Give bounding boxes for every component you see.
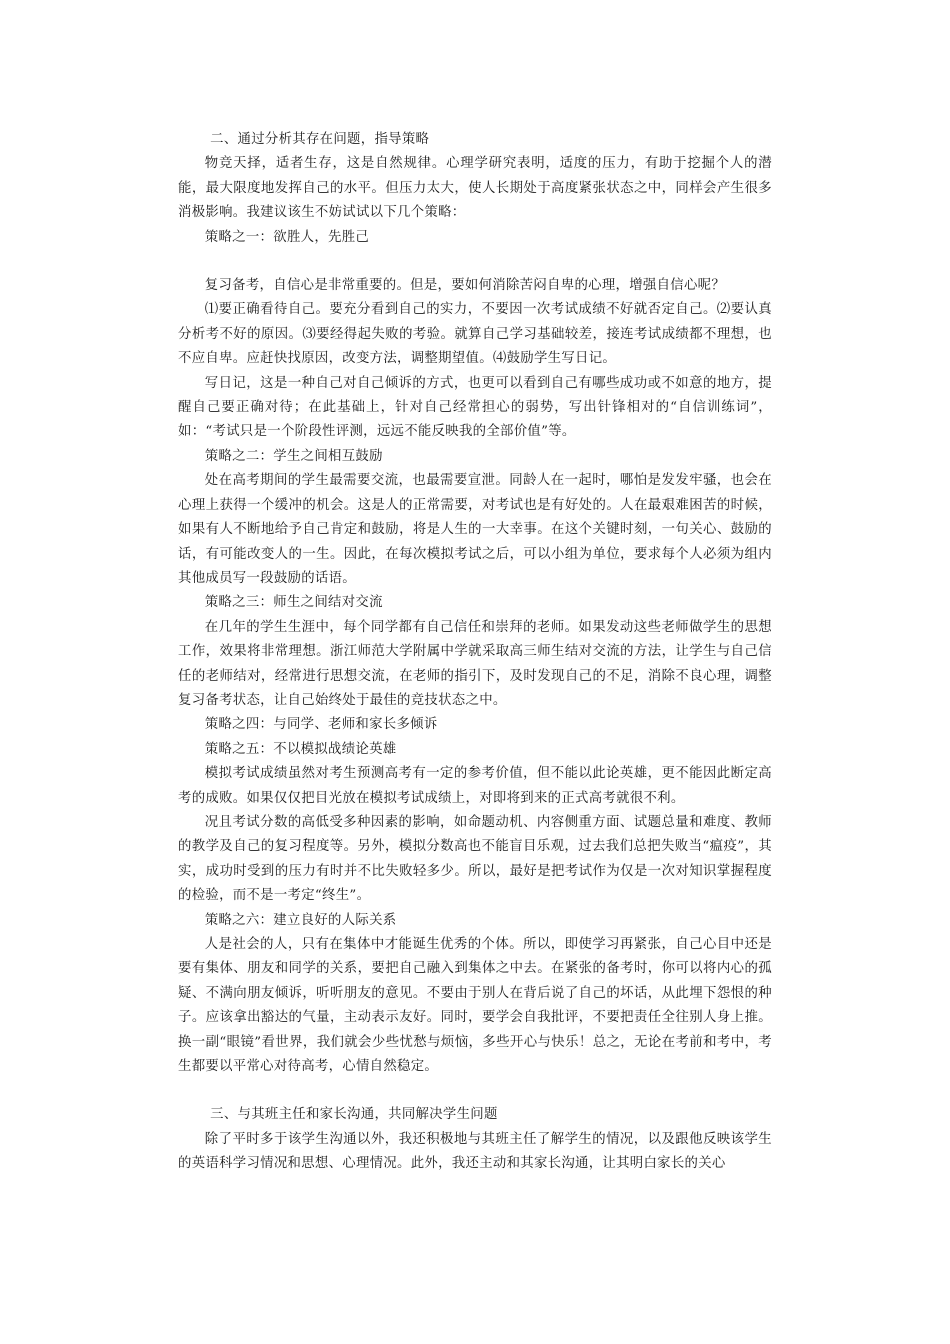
paragraph: 模拟考试成绩虽然对考生预测高考有一定的参考价值，但不能以此论英雄，更不能因此断定高考的成败。如果仅仅把目光放在模拟考试成绩上，对即将到来的正式高考就很不利。 [178, 766, 772, 806]
paragraph: 复习备考，自信心是非常重要的。但是，要如何消除苦闷自卑的心理，增强自信心呢？ [204, 278, 726, 294]
blank-line [178, 250, 772, 274]
strategy-title-3: 策略之三：师生之间结对交流 [204, 595, 383, 611]
section-heading-3: 三、与其班主任和家长沟通，共同解决学生问题 [210, 1107, 498, 1123]
paragraph: 处在高考期间的学生最需要交流，也最需要宣泄。同龄人在一起时，哪怕是发发牢骚，也会在心理上获得一个缓冲的机会。这是人的正常需要，对考试也是有好处的。人在最艰难困苦的时候，如果有人不断地给予自己肯定和鼓励，将是人生的一大幸事。在这个关键时刻，一句关心、鼓励的话，有可能改变人的一生。因此，在每次模拟考试之后，可以小组为单位，要求每个人必须为组内其他成员写一段鼓励的话语。 [178, 473, 772, 586]
strategy-title-1: 策略之一：欲胜人，先胜己 [204, 229, 370, 245]
blank-line [178, 1079, 772, 1103]
strategy-title-2: 策略之二：学生之间相互鼓励 [204, 448, 383, 464]
paragraph: 除了平时多于该学生沟通以外，我还积极地与其班主任了解学生的情况，以及跟他反映该学生的英语科学习情况和思想、心理情况。此外，我还主动和其家长沟通，让其明白家长的关心 [178, 1131, 772, 1172]
paragraph: 人是社会的人，只有在集体中才能诞生优秀的个体。所以，即使学习再紧张，自己心目中还是要有集体、朋友和同学的关系，要把自己融入到集体之中去。在紧张的备考时，你可以将内心的孤疑、不满向朋友倾诉，听听朋友的意见。不要由于别人在背后说了自己的坏话，从此埋下怨恨的种子。应该拿出豁达的气量，主动表示友好。同时，要学会自我批评，不要把责任全往别人身上推。换一副“眼镜”看世界，我们就会少些忧愁与烦恼，多些开心与快乐！总之，无论在考前和考中，考生都要以平常心对待高考，心情自然稳定。 [178, 937, 772, 1075]
strategy-title-4: 策略之四：与同学、老师和家长多倾诉 [204, 717, 438, 733]
paragraph: 在几年的学生生涯中，每个同学都有自己信任和崇拜的老师。如果发动这些老师做学生的思想工作，效果将非常理想。浙江师范大学附属中学就采取高三师生结对交流的方法，让学生与自己信任的老师结对，经常进行思想交流，在老师的指引下，及时发现自己的不足，消除不良心理，调整复习备考状态，让自己始终处于最佳的竞技状态之中。 [178, 619, 772, 708]
strategy-title-6: 策略之六：建立良好的人际关系 [204, 912, 397, 928]
paragraph: 写日记，这是一种自己对自己倾诉的方式，也更可以看到自己有哪些成功或不如意的地方，提醒自己要正确对待；在此基础上，针对自己经常担心的弱势，写出针锋相对的“自信训练词”，如：“考试只是一个阶段性评测，远远不能反映我的全部价值”等。 [178, 375, 772, 440]
section-heading-2: 二、通过分析其存在问题，指导策略 [210, 132, 430, 147]
paragraph: ⑴要正确看待自己。要充分看到自己的实力，不要因一次考试成绩不好就否定自己。⑵要认真分析考不好的原因。⑶要经得起失败的考验。就算自己学习基础较差，接连考试成绩都不理想，也不应自卑。应赶快找原因，改变方法，调整期望值。⑷鼓励学生写日记。 [178, 302, 772, 367]
strategy-title-5: 策略之五：不以模拟战绩论英雄 [204, 741, 397, 757]
document-body [178, 128, 772, 1177]
paragraph: 况且考试分数的高低受多种因素的影响，如命题动机、内容侧重方面、试题总量和难度、教师的教学及自己的复习程度等。另外，模拟分数高也不能盲目乐观，过去我们总把失败当“瘟疫”，其实，成功时受到的压力有时并不比失败轻多少。所以，最好是把考试作为仅是一次对知识掌握程度的检验，而不是一考定“终生”。 [178, 814, 772, 904]
paragraph: 物竞天择，适者生存，这是自然规律。心理学研究表明，适度的压力，有助于挖掘个人的潜能，最大限度地发挥自己的水平。但压力太大，使人长期处于高度紧张状态之中，同样会产生很多消极影响。我建议该生不妨试试以下几个策略： [178, 156, 772, 221]
